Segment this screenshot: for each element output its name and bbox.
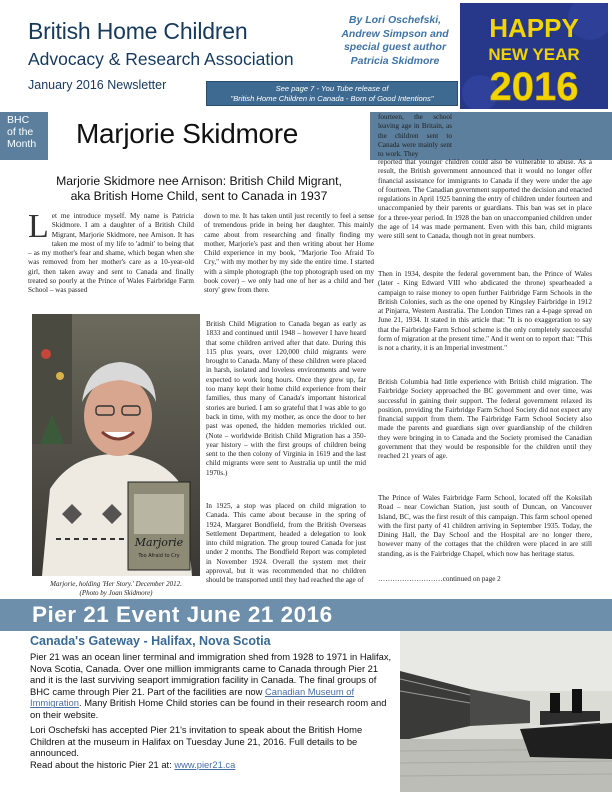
article-paragraph: In 1925, a stop was placed on child migration to Canada. This came about because in the spring of 1924, Margaret Bondfield, from the British Overseas Settlement Department, headed a delegation to look into child migration. The group toured Canada for just under 2 months. The Bondfield Report was completed in November 1924. Overall the system met their approval, but it was recommended that no children should be transported until they had reached the age of (206, 502, 366, 585)
pier21-paragraph (30, 651, 395, 721)
caption-line: Marjorie, holding 'Her Story.' December 2012. (50, 580, 182, 588)
article-subheading (24, 174, 374, 204)
photo-caption (28, 580, 204, 598)
continued-notice: ………………………continued on page 2 (378, 575, 501, 583)
new-year-happy: HAPPY (489, 13, 579, 43)
youtube-notice[interactable] (206, 81, 458, 106)
bhc-of-the-month-label (7, 114, 45, 150)
pier21-website-link[interactable]: www.pier21.ca (174, 758, 236, 770)
pier21-subheading: Canada's Gateway - Halifax, Nova Scotia (30, 634, 271, 648)
happy-new-year-graphic (460, 3, 608, 109)
article-title: Marjorie Skidmore (76, 118, 299, 149)
pier21-announcement (30, 724, 395, 770)
article-paragraph: British Columbia had little experience with British child migration. The Fairbridge Society approached the BC government and over time, was successful in gaining their support. The federal government relaxed its position, providing the Fairbridge Farm School Society did not expect any financial support from them. The Fairbridge Farm School Society also made the parents and guardians sign over guardianship of the children they were bringing in to Canada and the Society promised the Canadian government that they would be responsible for the children until they reached 21 years of age. (378, 378, 592, 461)
bhc-label-line: Month (7, 138, 37, 150)
youtube-notice-line: See page 7 - You Tube release of (275, 84, 389, 93)
article-paragraph: Then in 1934, despite the federal government ban, the Prince of Wales (later - King Edward VIII who abdicated the throne) spearheaded a campaign to raise money to open further Fairbridge Farm Schools in the British Colonies, such as the one opened by Kingsley Fairbridge in 1912 at Pinjarra, Western Australia. The London Times ran a 4-page spread on June 21, 1934. It stated in this article that: "It is no exaggeration to say that the Fairbridge Farm School scheme is the only completely successful form of migration at the present time." And it went on to report that: "This is not a charity, it is an Imperial investment." (378, 270, 592, 353)
bhc-label-line: of the (7, 126, 34, 138)
pier21-historic-photo (400, 631, 612, 792)
new-year-year: 2016 (489, 65, 579, 109)
caption-line: (Photo by Joan Skidmore) (79, 589, 153, 597)
pier21-text: . Many British Home Child stories can be found in their research room and on their website. (30, 697, 387, 720)
announcement-text: Lori Oschefski has accepted Pier 21's invitation to speak about the British Home Children at the museum in Halifax on Tuesday June 21, 2016. Full details to be announced. (30, 724, 363, 759)
article-paragraph: The Prince of Wales Fairbridge Farm School, located off the Koksilah Road – near Cowichan Station, just south of Duncan, on Vancouver Island, BC, was the first result of this campaign. This farm school opened with the first party of 41 children arriving in September 1935. Today, the Dining Hall, the Day School and the Hospital are no longer there, however many of the cottages that the children were placed in are still standing, as is the Fairbridge Chapel, which now has heritage status. (378, 494, 592, 558)
article-paragraph: fourteen, the school leaving age in Britain, as the children sent to Canada were mainly sent to work. They (378, 113, 452, 159)
new-year-art (460, 3, 608, 109)
author-line: special guest author (343, 41, 447, 53)
author-line: By Lori Oschefski, (348, 14, 442, 26)
article-paragraph: reported that younger children could also be vulnerable to abuse. As a result, the British government announced that it would no longer offer financial assistance for immigrants to Canada if they were under the age of fourteen. The Canadian government supported the decision and enacted regulations in April 1925 banning the entry of children under fourteen and unaccompanied by their parents or guardians. This ban was set in place for a three-year period. In 1928 the ban on unaccompanied children under the age of 14 was made permanent. Even with this ban, child migrants were still sent to Canada, though not in great numbers. (378, 158, 592, 241)
new-year-label: NEW YEAR (488, 45, 580, 64)
intro-text: et me introduce myself. My name is Patricia Skidmore. I am a daughter of a British Child Migrant, Marjorie Skidmore, nee Arnison. It has taken me most of my life to 'admit' to being that – as my mother's fear and shame, which began when she was removed from her mother's care as a 10-year-old girl, then taken away and sent to Canada and finally treated so poorly at the Prince of Wales Fairbridge Farm School – was passed (28, 212, 194, 295)
book-subtitle: Too Afraid to Cry (138, 553, 180, 559)
masthead-title: British Home Children (28, 18, 248, 44)
subheading-line: aka British Home Child, sent to Canada in 1937 (70, 189, 328, 203)
authors-block (332, 8, 458, 80)
masthead-subtitle: Advocacy & Research Association (28, 49, 294, 69)
drop-cap: L (28, 208, 49, 245)
issue-label: January 2016 Newsletter (28, 78, 167, 92)
author-line: Patricia Skidmore (350, 54, 440, 67)
museum-link[interactable]: Canadian Museum of Immigration (30, 685, 355, 709)
article-paragraph: down to me. It has taken until just recently to feel a sense of tremendous pride in being her daughter. This mainly came about from researching and finally finding my mother, Marjorie's past and then writing about her Home Child experience in my book, "Marjorie Too Afraid To Cry," with my mother by my side the entire time. I started with a simple photograph (the top photograph used on my book cover) – we only had one of her as a child and 'her story' grew from there. (204, 212, 374, 295)
author-line: Andrew Simpson and (341, 27, 449, 40)
article-paragraph: British Child Migration to Canada began as early as 1833 and continued until 1948 – however I have heard that some children arrived after that date. During this 115 plus years, over 120,000 child migrants were brought to Canada. Many of these children were placed in harsh, isolated and loveless environments and were expected to work long hours. Once they grew up, far too many kept their home child experience from their families, thus many of Canada's important historical stories are buried. I am so grateful that I was able to go back in time, with my mother, as once the door to her past was opened, the hidden memories trickled out. (Note – worldwide British Child Migration has a 350-year history – with the first groups of children being sent to the then colony of Virginia in 1619 and the last child migrants were sent to Australia up until the mid 1970s.) (206, 320, 366, 477)
pier21-text: Pier 21 was an ocean liner terminal and immigration shed from 1928 to 1971 in Halifax, Nova Scotia, Canada. Over one million immigrants came to Canada through Pier 21 and it is the last surviving seaport immigration facility in Canada. The final groups of BHC came through Pier 21. Part of the facilities are now (30, 651, 392, 697)
pier21-heading: Pier 21 Event June 21 2016 (32, 602, 333, 627)
book-title: Marjorie (134, 536, 184, 549)
marjorie-photo (32, 314, 200, 576)
read-more-text: Read about the historic Pier 21 at: (30, 758, 175, 770)
article-intro-paragraph (28, 208, 194, 296)
bhc-label-line: BHC (7, 114, 30, 126)
subheading-line: Marjorie Skidmore nee Arnison: British Child Migrant, (56, 174, 342, 188)
youtube-notice-line: "British Home Children in Canada - Born of Good Intentions" (230, 94, 434, 103)
